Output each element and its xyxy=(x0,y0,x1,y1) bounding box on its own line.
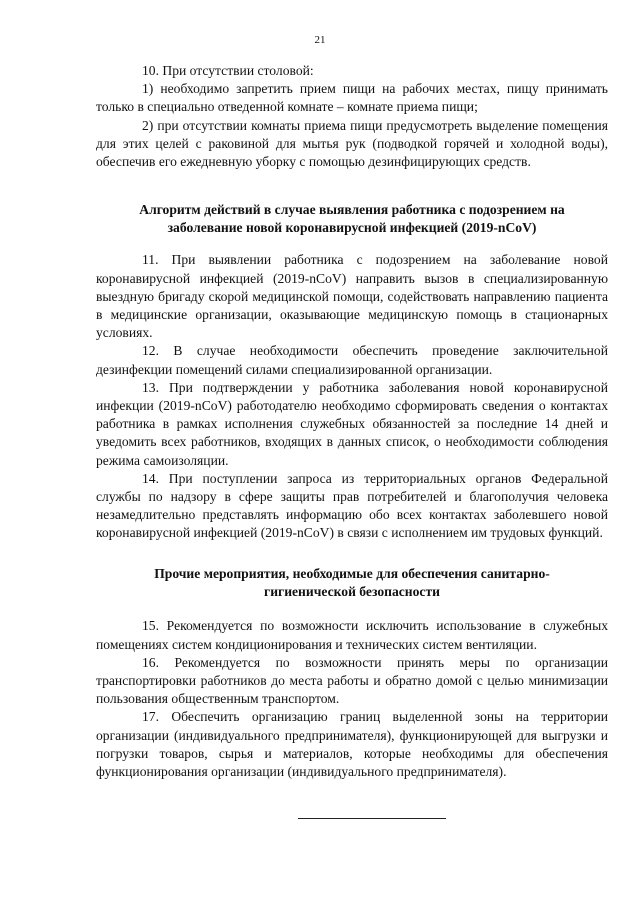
paragraph-10: 10. При отсутствии столовой: xyxy=(142,63,314,78)
paragraph-13: 13. При подтверждении у работника заболевания новой коронавирусной инфекции (2019-nCoV) работодателю необходимо сформировать сведения о контактах работника в рамках исполнения служебных обязанностей за последние 14 дней и уведомить всех работников, входящих в данных список, о необходимости соблюдения режима самоизоляции. xyxy=(96,379,608,468)
paragraph-12: 12. В случае необходимости обеспечить проведение заключительной дезинфекции помещений силами специализированной организации. xyxy=(96,343,608,377)
paragraph-10-2: 2) при отсутствии комнаты приема пищи предусмотреть выделение помещения для этих целей с раковиной для мытья рук (подводкой горячей и холодной воды), обеспечив его ежедневную уборку с помощью дезинфицирующих средств. xyxy=(96,117,608,170)
paragraph-15: 15. Рекомендуется по возможности исключить использование в служебных помещениях систем кондиционирования и технических систем вентиляции. xyxy=(96,618,608,652)
algorithm-heading: Алгоритм действий в случае выявления работника с подозрением на заболевание новой коронавирусной инфекцией (2019-nCoV) xyxy=(139,202,565,236)
algorithm-section xyxy=(96,201,608,543)
paragraph-17: 17. Обеспечить организацию границ выделенной зоны на территории организации (индивидуального предпринимателя), функционирующей для выгрузки и погрузки товаров, сырья и материалов, которые необходимы для обеспечения функционирования организации (индивидуального предпринимателя). xyxy=(96,709,608,780)
paragraph-11: 11. При выявлении работника с подозрением на заболевание новой коронавирусной инфекцией (2019-nCoV) направить вызов в специализированную выездную бригаду скорой медицинской помощи, содействовать направлению пациента в медицинские организации, оказывающие медицинскую помощь в стационарных условиях. xyxy=(96,252,608,341)
paragraph-10-1: 1) необходимо запретить прием пищи на рабочих местах, пищу принимать только в специально отведенной комнате – комнате приема пищи; xyxy=(96,81,608,115)
other-measures-section xyxy=(96,565,608,781)
page-number: 21 xyxy=(314,34,326,46)
paragraph-14: 14. При поступлении запроса из территориальных органов Федеральной службы по надзору в сфере защиты прав потребителей и благополучия человека незамедлительно представлять информацию обо всех контактах заболевшего новой коронавирусной инфекцией (2019-nCoV) в связи с исполнением им трудовых функций. xyxy=(96,470,608,541)
paragraph-16: 16. Рекомендуется по возможности принять меры по организации транспортировки работников до места работы и обратно домой с целью минимизации пользования общественным транспортом. xyxy=(96,654,608,707)
other-measures-heading: Прочие мероприятия, необходимые для обеспечения санитарно-гигиенической безопасности xyxy=(154,566,550,600)
closing-rule xyxy=(298,818,446,819)
canteen-section xyxy=(96,62,608,171)
